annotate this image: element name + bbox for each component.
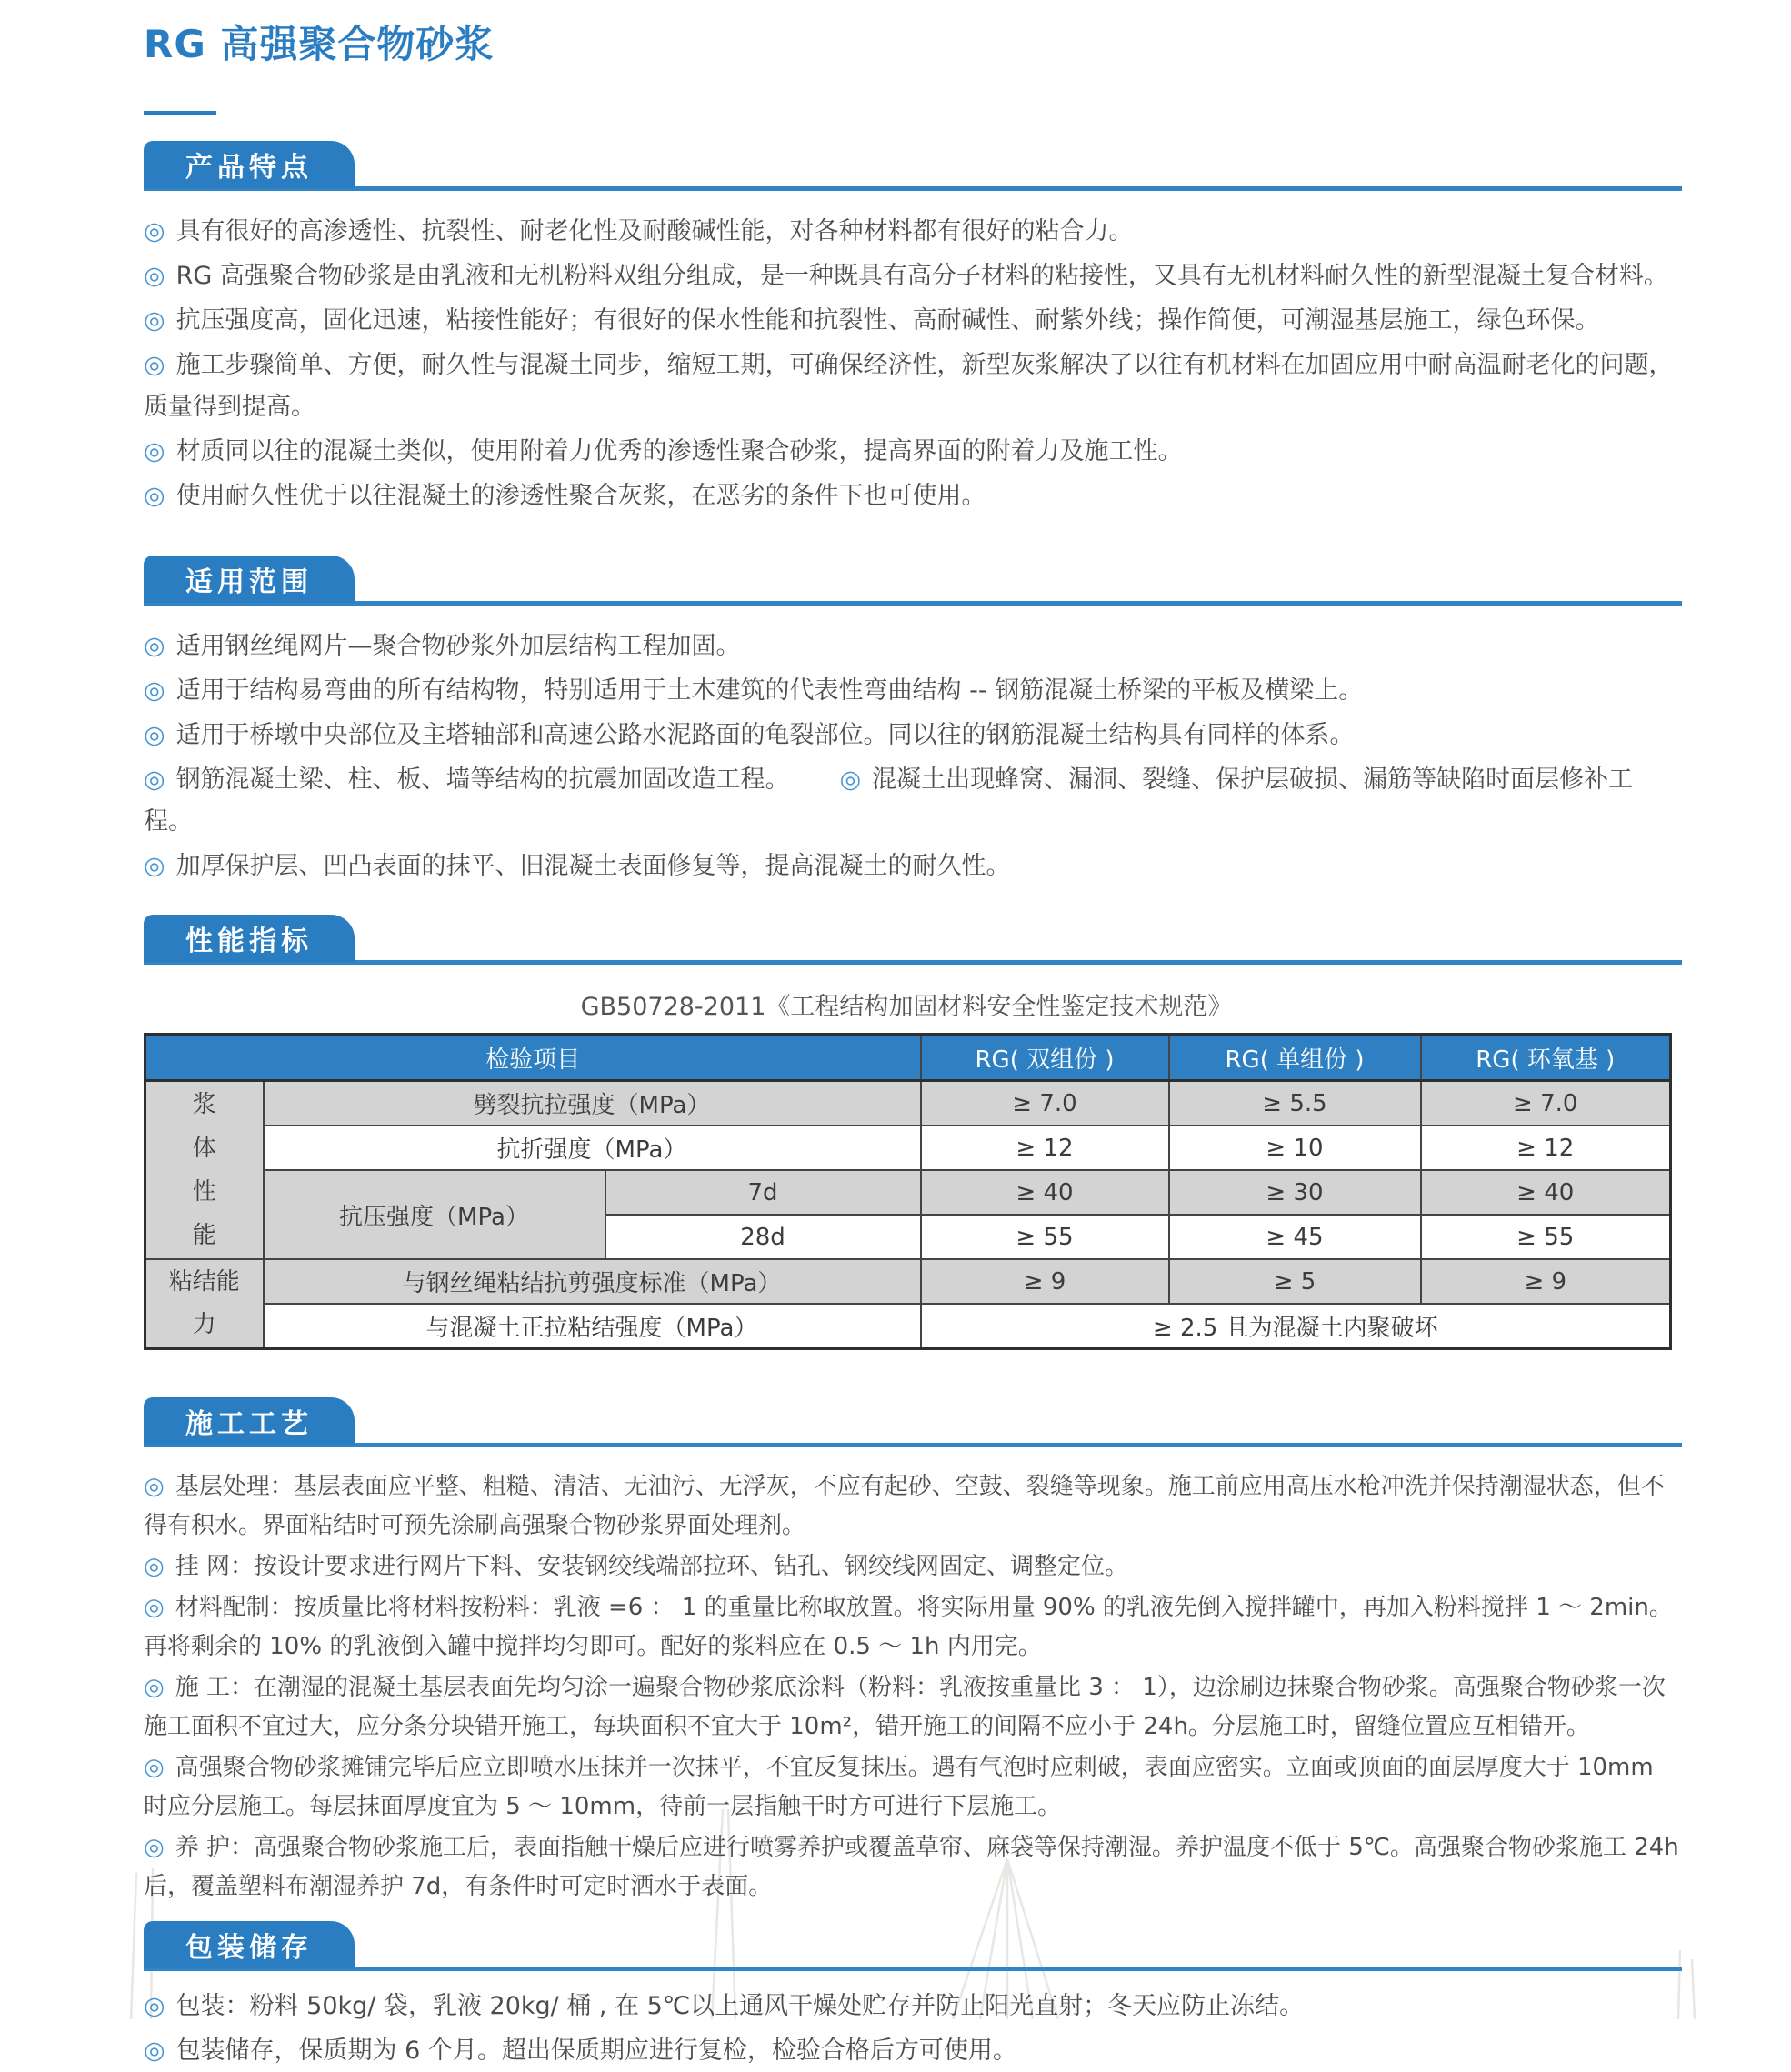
bullet-icon: ◎ (144, 1473, 165, 1500)
list-item (144, 1588, 1682, 1667)
bullet-icon: ◎ (144, 2037, 165, 2065)
section-heading-packaging (144, 1921, 1682, 1971)
bullet-text: 施工步骤简单、方便，耐久性与混凝土同步，缩短工期，可确保经济性，新型灰浆解决了以往有机材料在加固应用中耐高温耐老化的问题，质量得到提高。 (144, 351, 1674, 421)
col-header-item: 检验项目 (145, 1035, 921, 1081)
list-item (144, 1986, 1682, 2027)
list-item (144, 475, 1682, 517)
bullet-text: 适用于结构易弯曲的所有结构物，特别适用于土木建筑的代表性弯曲结构 -- 钢筋混凝土桥梁的平板及横梁上。 (175, 676, 1364, 705)
bullet-text: 加厚保护层、凹凸表面的抹平、旧混凝土表面修复等，提高混凝土的耐久性。 (175, 852, 1011, 880)
table-row (145, 1304, 1671, 1349)
row-label-compressive: 抗压强度（MPa） (264, 1170, 605, 1259)
list-item (144, 300, 1682, 342)
bullet-icon: ◎ (144, 1553, 165, 1580)
cell-value: ≥ 40 (1421, 1170, 1671, 1215)
cell-value: ≥ 7.0 (1421, 1081, 1671, 1126)
scope-list (144, 626, 1682, 887)
section-packaging (144, 1921, 1682, 2072)
bullet-icon: ◎ (144, 676, 165, 705)
col-header-rg-double: RG( 双组份 ) (921, 1035, 1169, 1081)
bullet-icon: ◎ (144, 217, 165, 245)
table-row (145, 1170, 1671, 1215)
bullet-text: 使用耐久性优于以往混凝土的渗透性聚合灰浆，在恶劣的条件下也可使用。 (175, 482, 986, 510)
cell-value: ≥ 10 (1169, 1126, 1421, 1170)
bullet-text: 适用钢丝绳网片—聚合物砂浆外加层结构工程加固。 (175, 632, 741, 660)
bullet-text: 包装：粉料 50kg/ 袋，乳液 20kg/ 桶 , 在 5℃以上通风干燥处贮存并防止阳光直射；冬天应防止冻结。 (175, 1992, 1305, 2020)
section-badge-features (144, 141, 355, 188)
bullet-icon: ◎ (144, 1992, 165, 2020)
process-list (144, 1467, 1682, 1907)
row-label: 劈裂抗拉强度（MPa） (264, 1081, 921, 1126)
section-heading-scope (144, 556, 1682, 606)
section-badge-label: 产品特点 (185, 152, 313, 184)
section-badge-performance (144, 915, 355, 962)
bullet-text: 适用于桥墩中央部位及主塔轴部和高速公路水泥路面的龟裂部位。同以往的钢筋混凝土结构具有同样的体系。 (175, 721, 1355, 749)
row-label: 与钢丝绳粘结抗剪强度标准（MPa） (264, 1259, 921, 1304)
bullet-text: 材料配制：按质量比将材料按粉料：乳液 =6 ： 1 的重量比称取放置。将实际用量 90% 的乳液先倒入搅拌罐中，再加入粉料搅拌 1 ～ 2min。再将剩余的 10% 的乳液倒入罐中搅拌均匀即可。配好的浆料应在 0.5 ～ 1h 内用完。 (144, 1594, 1673, 1660)
bullet-icon: ◎ (144, 1674, 165, 1701)
list-item (144, 431, 1682, 473)
section-rule (144, 960, 1682, 965)
section-rule (144, 1967, 1682, 1971)
bullet-icon: ◎ (839, 766, 862, 794)
list-item (144, 345, 1682, 428)
cell-value: ≥ 40 (921, 1170, 1169, 1215)
cell-value: ≥ 5 (1169, 1259, 1421, 1304)
section-badge-process (144, 1397, 355, 1445)
bullet-icon: ◎ (144, 766, 165, 794)
bullet-icon: ◎ (144, 721, 165, 749)
table-row (145, 1259, 1671, 1304)
section-rule (144, 601, 1682, 606)
cell-value: ≥ 9 (1421, 1259, 1671, 1304)
section-heading-performance (144, 915, 1682, 965)
bullet-icon: ◎ (144, 1754, 165, 1781)
list-item (144, 1828, 1682, 1907)
row-group-slurry-properties: 浆体性能 (145, 1081, 264, 1260)
section-badge-label: 性能指标 (185, 926, 313, 957)
table-row (145, 1126, 1671, 1170)
bullet-icon: ◎ (144, 262, 165, 290)
title-underline (144, 111, 216, 115)
row-sublabel: 28d (605, 1215, 921, 1259)
bullet-text: 钢筋混凝土梁、柱、板、墙等结构的抗震加固改造工程。 (175, 766, 790, 794)
list-item (144, 1748, 1682, 1827)
bullet-icon: ◎ (144, 351, 165, 379)
cell-value: ≥ 55 (1421, 1215, 1671, 1259)
bullet-icon: ◎ (144, 632, 165, 660)
cell-value: ≥ 45 (1169, 1215, 1421, 1259)
list-item (144, 626, 1682, 667)
section-heading-process (144, 1397, 1682, 1447)
bullet-text: 混凝土出现蜂窝、漏洞、裂缝、保护层破损、漏筋等缺陷时面层修补工程。 (144, 766, 1634, 836)
section-performance (144, 915, 1682, 1350)
section-badge-scope (144, 556, 355, 603)
list-item (144, 2030, 1682, 2072)
bullet-text: 材质同以往的混凝土类似，使用附着力优秀的渗透性聚合砂浆，提高界面的附着力及施工性。 (175, 437, 1183, 465)
row-group-bond-capability: 粘结能力 (145, 1259, 264, 1349)
bullet-icon: ◎ (144, 852, 165, 880)
bullet-icon: ◎ (144, 306, 165, 335)
list-item (144, 1467, 1682, 1546)
bullet-text: 抗压强度高，固化迅速，粘接性能好；有很好的保水性能和抗裂性、高耐碱性、耐紫外线；操作简便，可潮湿基层施工，绿色环保。 (175, 306, 1600, 335)
cell-value: ≥ 12 (1421, 1126, 1671, 1170)
row-label: 与混凝土正拉粘结强度（MPa） (264, 1304, 921, 1349)
section-rule (144, 1443, 1682, 1447)
bullet-text: 养 护：高强聚合物砂浆施工后，表面指触干燥后应进行喷雾养护或覆盖草帘、麻袋等保持潮湿。养护温度不低于 5℃。高强聚合物砂浆施工 24h 后，覆盖塑料布潮湿养护 7d，有条件时可定时洒水于表面。 (144, 1834, 1679, 1900)
section-badge-packaging (144, 1921, 355, 1968)
cell-value: ≥ 9 (921, 1259, 1169, 1304)
section-rule (144, 186, 1682, 191)
list-item (144, 1668, 1682, 1747)
list-item (144, 670, 1682, 712)
list-item (144, 255, 1682, 297)
performance-table (144, 1033, 1672, 1350)
bullet-text: 挂 网：按设计要求进行网片下料、安装钢绞线端部拉环、钻孔、钢绞线网固定、调整定位。 (175, 1553, 1128, 1580)
bullet-text: 具有很好的高渗透性、抗裂性、耐老化性及耐酸碱性能，对各种材料都有很好的粘合力。 (175, 217, 1134, 245)
section-scope (144, 556, 1682, 887)
bullet-text: RG 高强聚合物砂浆是由乳液和无机粉料双组分组成，是一种既具有高分子材料的粘接性，又具有无机材料耐久性的新型混凝土复合材料。 (175, 262, 1668, 290)
section-process (144, 1397, 1682, 1907)
features-list (144, 211, 1682, 517)
table-caption: GB50728-2011《工程结构加固材料安全性鉴定技术规范》 (580, 993, 1233, 1021)
list-item (144, 1547, 1682, 1587)
col-header-rg-single: RG( 单组份 ) (1169, 1035, 1421, 1081)
section-badge-label: 包装储存 (185, 1932, 313, 1964)
section-features (144, 141, 1682, 517)
page-title: RG 高强聚合物砂浆 (144, 22, 495, 66)
list-item (144, 715, 1682, 756)
bullet-icon: ◎ (144, 1594, 165, 1621)
bullet-text: 施 工：在潮湿的混凝土基层表面先均匀涂一遍聚合物砂浆底涂料（粉料：乳液按重量比 3 ： 1），边涂刷边抹聚合物砂浆。高强聚合物砂浆一次施工面积不宜过大，应分条分块错开施工，每块面积不宜大于 10m²，错开施工的间隔不应小于 24h。分层施工时，留缝位置应互相错开。 (144, 1674, 1666, 1740)
cell-value: ≥ 7.0 (921, 1081, 1169, 1126)
row-label: 抗折强度（MPa） (264, 1126, 921, 1170)
bullet-text: 包装储存，保质期为 6 个月。超出保质期应进行复检，检验合格后方可使用。 (175, 2037, 1017, 2065)
list-item (144, 211, 1682, 253)
packaging-list (144, 1986, 1682, 2072)
list-item-double (144, 759, 1682, 843)
table-row (145, 1081, 1671, 1126)
section-badge-label: 适用范围 (185, 566, 313, 598)
bullet-text: 高强聚合物砂浆摊铺完毕后应立即喷水压抹并一次抹平，不宜反复抹压。遇有气泡时应刺破，表面应密实。立面或顶面的面层厚度大于 10mm 时应分层施工。每层抹面厚度宜为 5 ～ 10mm，待前一层指触干时方可进行下层施工。 (144, 1754, 1654, 1820)
bullet-icon: ◎ (144, 437, 165, 465)
bullet-text: 基层处理：基层表面应平整、粗糙、清洁、无油污、无浮灰，不应有起砂、空鼓、裂缝等现象。施工前应用高压水枪冲洗并保持潮湿状态，但不得有积水。界面粘结时可预先涂刷高强聚合物砂浆界面处理剂。 (144, 1473, 1665, 1539)
section-heading-features (144, 141, 1682, 191)
list-item (144, 846, 1682, 887)
bullet-icon: ◎ (144, 1834, 165, 1861)
row-sublabel: 7d (605, 1170, 921, 1215)
section-badge-label: 施工工艺 (185, 1408, 313, 1440)
col-header-rg-epoxy: RG( 环氧基 ) (1421, 1035, 1671, 1081)
cell-value: ≥ 5.5 (1169, 1081, 1421, 1126)
cell-value-merged: ≥ 2.5 且为混凝土内聚破坏 (921, 1304, 1671, 1349)
cell-value: ≥ 30 (1169, 1170, 1421, 1215)
table-header-row (145, 1035, 1671, 1081)
cell-value: ≥ 12 (921, 1126, 1169, 1170)
cell-value: ≥ 55 (921, 1215, 1169, 1259)
bullet-icon: ◎ (144, 482, 165, 510)
